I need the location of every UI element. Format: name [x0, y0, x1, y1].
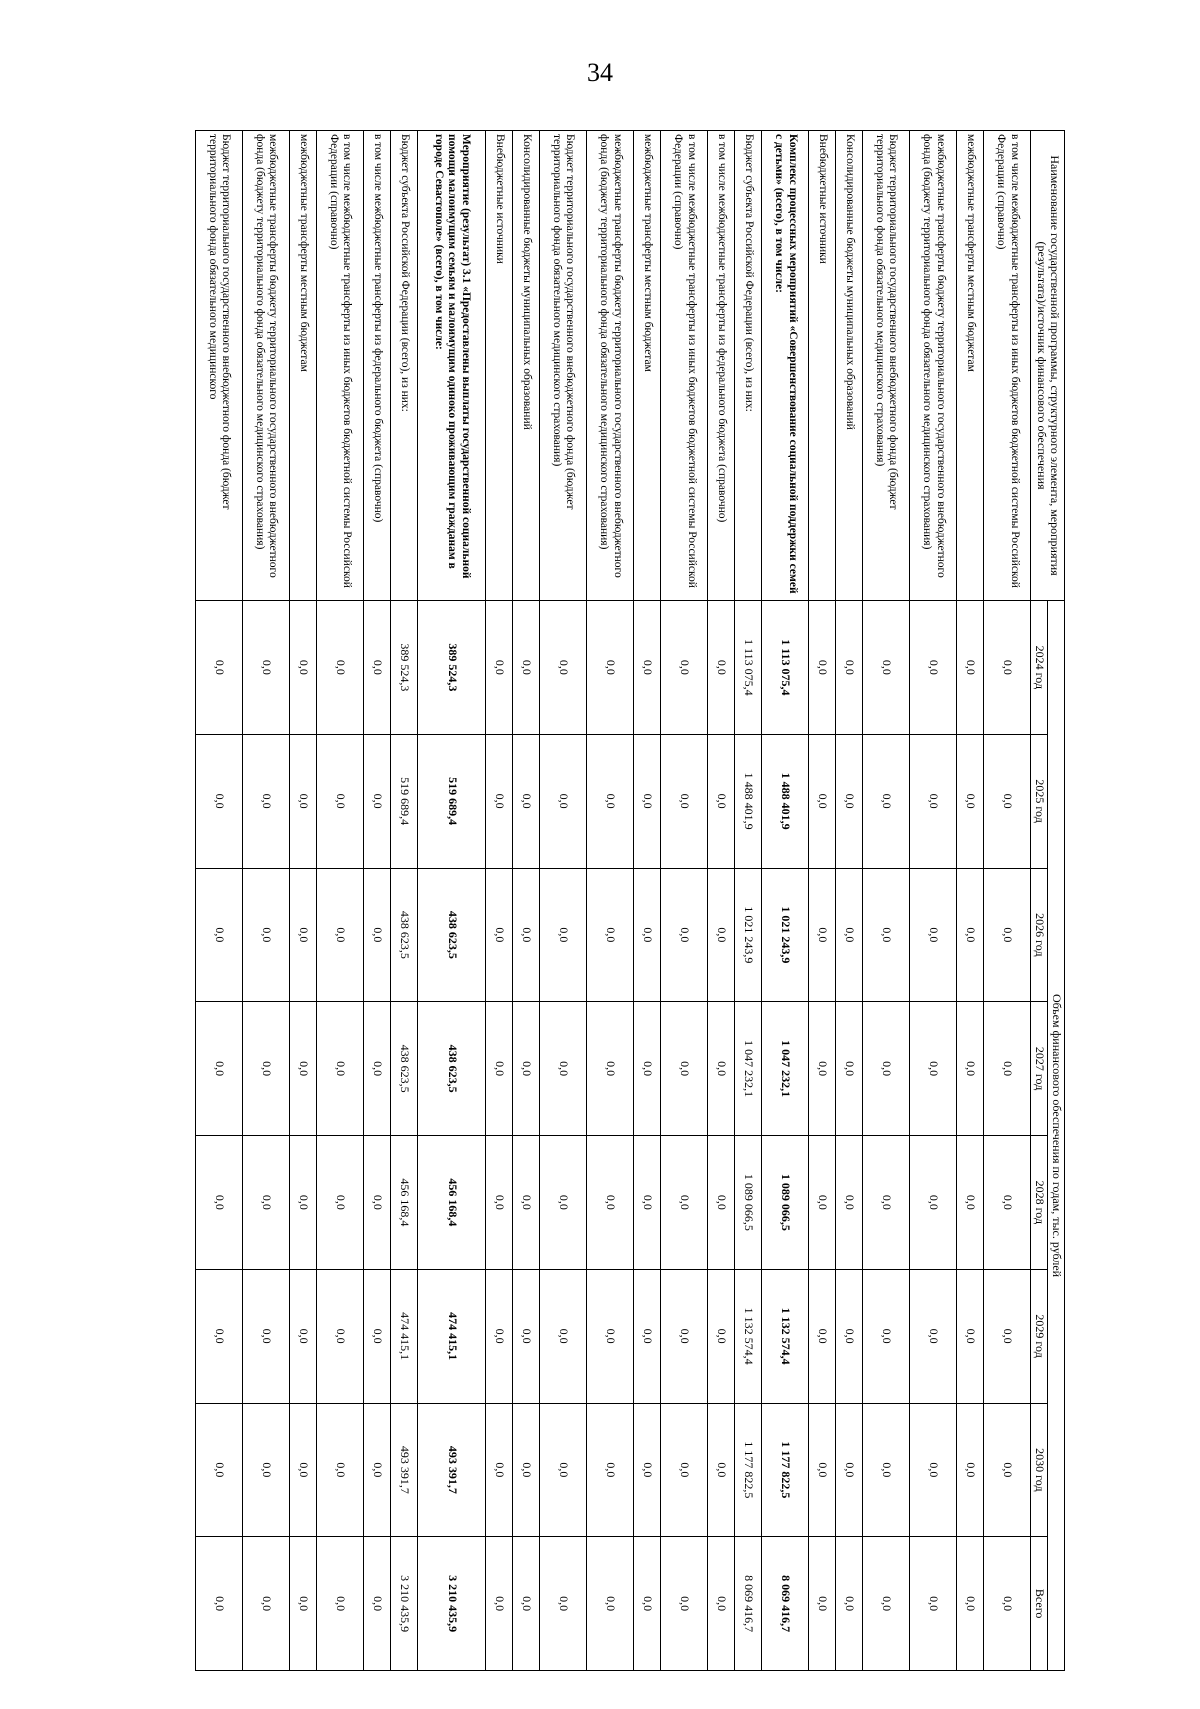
table-row — [540, 131, 587, 1671]
row-year-value: 0,0 — [513, 1136, 540, 1270]
row-year-value: 0,0 — [486, 1403, 513, 1537]
row-year-value: 0,0 — [809, 1269, 836, 1403]
row-year-value: 0,0 — [486, 734, 513, 868]
row-year-value: 0,0 — [364, 1403, 391, 1537]
row-year-value: 0,0 — [863, 1403, 910, 1537]
row-year-value: 0,0 — [809, 1136, 836, 1270]
row-year-value: 474 415,1 — [418, 1269, 486, 1403]
row-year-value: 0,0 — [634, 734, 661, 868]
row-year-value: 0,0 — [836, 1269, 863, 1403]
row-year-value: 0,0 — [661, 1269, 708, 1403]
row-year-value: 1 021 243,9 — [735, 868, 762, 1002]
row-label: в том числе межбюджетные трансферты из иных бюджетов бюджетной системы Российской Федерации (справочно) — [984, 131, 1031, 601]
table-row — [708, 131, 735, 1671]
row-year-value: 389 524,3 — [391, 601, 418, 735]
row-label: в том числе межбюджетные трансферты из иных бюджетов бюджетной системы Российской Федерации (справочно) — [661, 131, 708, 601]
row-year-value: 1 132 574,4 — [735, 1269, 762, 1403]
row-label: Консолидированные бюджеты муниципальных образований — [836, 131, 863, 601]
row-label: Внебюджетные источники — [486, 131, 513, 601]
row-year-value: 0,0 — [540, 1136, 587, 1270]
row-total-value: 0,0 — [196, 1537, 243, 1671]
row-year-value: 0,0 — [290, 1403, 317, 1537]
header-year: 2024 год — [1031, 601, 1048, 735]
row-year-value: 0,0 — [957, 868, 984, 1002]
row-total-value: 0,0 — [486, 1537, 513, 1671]
row-label: Комплекс процессных мероприятий «Совершенствование социальной поддержки семей с детьми» (всего), в том числе: — [762, 131, 809, 601]
row-year-value: 0,0 — [634, 1136, 661, 1270]
row-label: межбюджетные трансферты бюджету территориального государственного внебюджетного фонда (бюджету территориального фонда обязательного медицинского страхования) — [587, 131, 634, 601]
row-total-value: 0,0 — [836, 1537, 863, 1671]
row-year-value: 0,0 — [513, 734, 540, 868]
row-label: в том числе межбюджетные трансферты из иных бюджетов бюджетной системы Российской Федерации (справочно) — [317, 131, 364, 601]
row-year-value: 0,0 — [634, 1002, 661, 1136]
row-year-value: 0,0 — [243, 1136, 290, 1270]
row-year-value: 1 089 066,5 — [762, 1136, 809, 1270]
row-year-value: 0,0 — [486, 1136, 513, 1270]
row-year-value: 0,0 — [317, 868, 364, 1002]
header-volume-title: Объем финансового обеспечения по годам, тыс. рублей — [1048, 601, 1065, 1671]
rotated-table-wrapper — [195, 130, 1065, 1670]
row-year-value: 0,0 — [809, 1002, 836, 1136]
row-year-value: 0,0 — [196, 734, 243, 868]
row-year-value: 0,0 — [290, 734, 317, 868]
row-year-value: 0,0 — [196, 1136, 243, 1270]
header-year: 2027 год — [1031, 1002, 1048, 1136]
row-year-value: 0,0 — [196, 601, 243, 735]
row-label: Бюджет территориального государственного внебюджетного фонда (бюджет территориального фонда обязательного медицинского страхования) — [540, 131, 587, 601]
row-year-value: 438 623,5 — [391, 868, 418, 1002]
row-year-value: 0,0 — [634, 601, 661, 735]
row-year-value: 0,0 — [587, 734, 634, 868]
header-year: 2030 год — [1031, 1403, 1048, 1537]
row-year-value: 0,0 — [587, 1269, 634, 1403]
row-year-value: 0,0 — [196, 1002, 243, 1136]
table-row — [317, 131, 364, 1671]
row-year-value: 1 047 232,1 — [762, 1002, 809, 1136]
table-row — [418, 131, 486, 1671]
row-year-value: 0,0 — [290, 1002, 317, 1136]
row-year-value: 0,0 — [910, 868, 957, 1002]
row-year-value: 0,0 — [634, 1403, 661, 1537]
row-year-value: 519 689,4 — [418, 734, 486, 868]
row-label: Внебюджетные источники — [809, 131, 836, 601]
row-year-value: 0,0 — [836, 734, 863, 868]
row-year-value: 0,0 — [513, 1002, 540, 1136]
row-year-value: 0,0 — [317, 1002, 364, 1136]
row-year-value: 0,0 — [708, 1136, 735, 1270]
table-body — [196, 131, 1031, 1671]
row-year-value: 1 132 574,4 — [762, 1269, 809, 1403]
row-label: Бюджет субъекта Российской Федерации (всего), из них: — [391, 131, 418, 601]
row-year-value: 0,0 — [540, 1403, 587, 1537]
row-year-value: 0,0 — [984, 1403, 1031, 1537]
row-year-value: 0,0 — [290, 1269, 317, 1403]
header-year: 2025 год — [1031, 734, 1048, 868]
row-year-value: 0,0 — [587, 868, 634, 1002]
row-label: в том числе межбюджетные трансферты из федерального бюджета (справочно) — [364, 131, 391, 601]
row-year-value: 0,0 — [513, 868, 540, 1002]
row-year-value: 0,0 — [708, 1002, 735, 1136]
row-year-value: 0,0 — [984, 1002, 1031, 1136]
table-row — [391, 131, 418, 1671]
row-year-value: 438 623,5 — [418, 1002, 486, 1136]
header-row-1 — [1048, 131, 1065, 1671]
row-year-value: 0,0 — [243, 734, 290, 868]
row-year-value: 0,0 — [910, 734, 957, 868]
row-year-value: 0,0 — [957, 1002, 984, 1136]
row-total-value: 0,0 — [910, 1537, 957, 1671]
row-year-value: 0,0 — [836, 868, 863, 1002]
row-year-value: 0,0 — [243, 1002, 290, 1136]
row-year-value: 0,0 — [243, 1269, 290, 1403]
header-name-column: Наименование государственной программы, структурного элемента, мероприятия (результата)/источник финансового обеспечения — [1031, 131, 1065, 601]
row-year-value: 0,0 — [708, 601, 735, 735]
row-year-value: 0,0 — [984, 601, 1031, 735]
header-year: 2028 год — [1031, 1136, 1048, 1270]
row-year-value: 0,0 — [661, 601, 708, 735]
row-year-value: 0,0 — [863, 734, 910, 868]
row-year-value: 0,0 — [290, 601, 317, 735]
row-year-value: 0,0 — [661, 734, 708, 868]
row-year-value: 0,0 — [910, 1136, 957, 1270]
table-row — [587, 131, 634, 1671]
row-year-value: 493 391,7 — [391, 1403, 418, 1537]
row-total-value: 0,0 — [708, 1537, 735, 1671]
row-year-value: 1 047 232,1 — [735, 1002, 762, 1136]
row-year-value: 0,0 — [196, 1269, 243, 1403]
row-year-value: 493 391,7 — [418, 1403, 486, 1537]
row-year-value: 0,0 — [708, 1403, 735, 1537]
row-year-value: 0,0 — [364, 1269, 391, 1403]
row-year-value: 0,0 — [957, 1136, 984, 1270]
row-total-value: 0,0 — [809, 1537, 836, 1671]
header-total: Всего — [1031, 1537, 1048, 1671]
row-total-value: 0,0 — [957, 1537, 984, 1671]
row-year-value: 0,0 — [863, 1136, 910, 1270]
row-total-value: 8 069 416,7 — [735, 1537, 762, 1671]
row-total-value: 3 210 435,9 — [418, 1537, 486, 1671]
table-row — [984, 131, 1031, 1671]
row-year-value: 1 113 075,4 — [762, 601, 809, 735]
row-year-value: 0,0 — [910, 1002, 957, 1136]
table-row — [196, 131, 243, 1671]
row-year-value: 0,0 — [540, 1269, 587, 1403]
row-year-value: 0,0 — [540, 868, 587, 1002]
row-year-value: 0,0 — [910, 1403, 957, 1537]
row-year-value: 0,0 — [317, 734, 364, 868]
row-year-value: 0,0 — [486, 601, 513, 735]
row-year-value: 0,0 — [486, 1002, 513, 1136]
table-row — [243, 131, 290, 1671]
table-row — [957, 131, 984, 1671]
row-year-value: 0,0 — [836, 1136, 863, 1270]
row-year-value: 0,0 — [243, 601, 290, 735]
row-year-value: 0,0 — [513, 1269, 540, 1403]
row-year-value: 0,0 — [984, 1136, 1031, 1270]
row-year-value: 0,0 — [196, 868, 243, 1002]
row-label: Консолидированные бюджеты муниципальных образований — [513, 131, 540, 601]
row-year-value: 0,0 — [984, 1269, 1031, 1403]
row-total-value: 0,0 — [984, 1537, 1031, 1671]
row-label: Бюджет территориального государственного внебюджетного фонда (бюджет территориального фонда обязательного медицинского страхования) — [863, 131, 910, 601]
row-year-value: 0,0 — [540, 601, 587, 735]
row-year-value: 0,0 — [661, 868, 708, 1002]
row-year-value: 1 177 822,5 — [735, 1403, 762, 1537]
row-year-value: 0,0 — [836, 601, 863, 735]
row-total-value: 0,0 — [513, 1537, 540, 1671]
table-row — [836, 131, 863, 1671]
row-year-value: 0,0 — [661, 1002, 708, 1136]
row-total-value: 0,0 — [364, 1537, 391, 1671]
row-year-value: 0,0 — [317, 1403, 364, 1537]
row-year-value: 0,0 — [957, 734, 984, 868]
row-label: межбюджетные трансферты бюджету территориального государственного внебюджетного фонда (бюджету территориального фонда обязательного медицинского страхования) — [243, 131, 290, 601]
row-year-value: 0,0 — [364, 868, 391, 1002]
row-year-value: 0,0 — [587, 1403, 634, 1537]
row-year-value: 0,0 — [290, 1136, 317, 1270]
table-row — [364, 131, 391, 1671]
row-year-value: 0,0 — [957, 601, 984, 735]
row-year-value: 0,0 — [290, 868, 317, 1002]
row-year-value: 0,0 — [587, 1136, 634, 1270]
row-year-value: 519 689,4 — [391, 734, 418, 868]
table-row — [661, 131, 708, 1671]
row-label: межбюджетные трансферты местным бюджетам — [957, 131, 984, 601]
row-year-value: 0,0 — [196, 1403, 243, 1537]
row-year-value: 0,0 — [513, 1403, 540, 1537]
table-row — [863, 131, 910, 1671]
row-year-value: 0,0 — [863, 868, 910, 1002]
row-total-value: 0,0 — [661, 1537, 708, 1671]
row-label: Бюджет территориального государственного внебюджетного фонда (бюджет территориального фонда обязательного медицинского — [196, 131, 243, 601]
table-row — [809, 131, 836, 1671]
table-row — [513, 131, 540, 1671]
row-year-value: 0,0 — [243, 868, 290, 1002]
row-year-value: 0,0 — [486, 868, 513, 1002]
row-year-value: 0,0 — [836, 1403, 863, 1537]
row-year-value: 0,0 — [513, 601, 540, 735]
row-label: межбюджетные трансферты бюджету территориального государственного внебюджетного фонда (бюджету территориального фонда обязательного медицинского страхования) — [910, 131, 957, 601]
row-year-value: 0,0 — [836, 1002, 863, 1136]
row-year-value: 474 415,1 — [391, 1269, 418, 1403]
row-year-value: 456 168,4 — [418, 1136, 486, 1270]
row-year-value: 0,0 — [364, 734, 391, 868]
row-total-value: 0,0 — [243, 1537, 290, 1671]
row-total-value: 0,0 — [317, 1537, 364, 1671]
row-label: Мероприятие (результат) 3.1 «Предоставлены выплаты государственной социальной помощи малоимущим семьям и малоимущим одиноко проживающим гражданам в городе Севастополе» (всего), в том числе: — [418, 131, 486, 601]
row-year-value: 0,0 — [364, 1002, 391, 1136]
row-year-value: 1 488 401,9 — [735, 734, 762, 868]
row-total-value: 0,0 — [540, 1537, 587, 1671]
row-total-value: 8 069 416,7 — [762, 1537, 809, 1671]
row-year-value: 1 488 401,9 — [762, 734, 809, 868]
table-row — [735, 131, 762, 1671]
row-year-value: 0,0 — [863, 1002, 910, 1136]
row-total-value: 0,0 — [634, 1537, 661, 1671]
row-year-value: 0,0 — [957, 1269, 984, 1403]
table-row — [762, 131, 809, 1671]
financing-table — [195, 130, 1065, 1671]
row-year-value: 0,0 — [634, 1269, 661, 1403]
row-year-value: 0,0 — [863, 1269, 910, 1403]
row-year-value: 0,0 — [957, 1403, 984, 1537]
row-year-value: 0,0 — [364, 601, 391, 735]
row-year-value: 0,0 — [708, 1269, 735, 1403]
header-year: 2029 год — [1031, 1269, 1048, 1403]
row-year-value: 0,0 — [809, 734, 836, 868]
row-year-value: 0,0 — [587, 1002, 634, 1136]
row-total-value: 0,0 — [863, 1537, 910, 1671]
row-year-value: 0,0 — [317, 601, 364, 735]
row-total-value: 0,0 — [587, 1537, 634, 1671]
row-year-value: 0,0 — [661, 1136, 708, 1270]
table-row — [634, 131, 661, 1671]
table-row — [486, 131, 513, 1671]
row-year-value: 0,0 — [486, 1269, 513, 1403]
row-year-value: 389 524,3 — [418, 601, 486, 735]
row-year-value: 0,0 — [708, 868, 735, 1002]
row-year-value: 0,0 — [863, 601, 910, 735]
table-row — [290, 131, 317, 1671]
row-total-value: 0,0 — [290, 1537, 317, 1671]
row-year-value: 0,0 — [587, 601, 634, 735]
row-year-value: 0,0 — [910, 1269, 957, 1403]
row-year-value: 1 177 822,5 — [762, 1403, 809, 1537]
row-year-value: 0,0 — [708, 734, 735, 868]
row-year-value: 0,0 — [809, 868, 836, 1002]
page-number: 34 — [587, 58, 613, 87]
table-row — [910, 131, 957, 1671]
row-label: межбюджетные трансферты местным бюджетам — [634, 131, 661, 601]
row-label: Бюджет субъекта Российской Федерации (всего), из них: — [735, 131, 762, 601]
header-year: 2026 год — [1031, 868, 1048, 1002]
row-year-value: 1 113 075,4 — [735, 601, 762, 735]
row-label: межбюджетные трансферты местным бюджетам — [290, 131, 317, 601]
row-year-value: 0,0 — [984, 868, 1031, 1002]
row-year-value: 0,0 — [809, 601, 836, 735]
row-year-value: 0,0 — [317, 1136, 364, 1270]
row-year-value: 0,0 — [634, 868, 661, 1002]
row-year-value: 438 623,5 — [418, 868, 486, 1002]
row-year-value: 0,0 — [910, 601, 957, 735]
row-year-value: 0,0 — [984, 734, 1031, 868]
row-year-value: 456 168,4 — [391, 1136, 418, 1270]
row-year-value: 0,0 — [317, 1269, 364, 1403]
row-year-value: 0,0 — [243, 1403, 290, 1537]
row-total-value: 3 210 435,9 — [391, 1537, 418, 1671]
row-year-value: 0,0 — [364, 1136, 391, 1270]
row-year-value: 438 623,5 — [391, 1002, 418, 1136]
row-year-value: 0,0 — [540, 734, 587, 868]
row-year-value: 1 089 066,5 — [735, 1136, 762, 1270]
row-year-value: 1 021 243,9 — [762, 868, 809, 1002]
row-label: в том числе межбюджетные трансферты из федерального бюджета (справочно) — [708, 131, 735, 601]
row-year-value: 0,0 — [809, 1403, 836, 1537]
row-year-value: 0,0 — [661, 1403, 708, 1537]
row-year-value: 0,0 — [540, 1002, 587, 1136]
